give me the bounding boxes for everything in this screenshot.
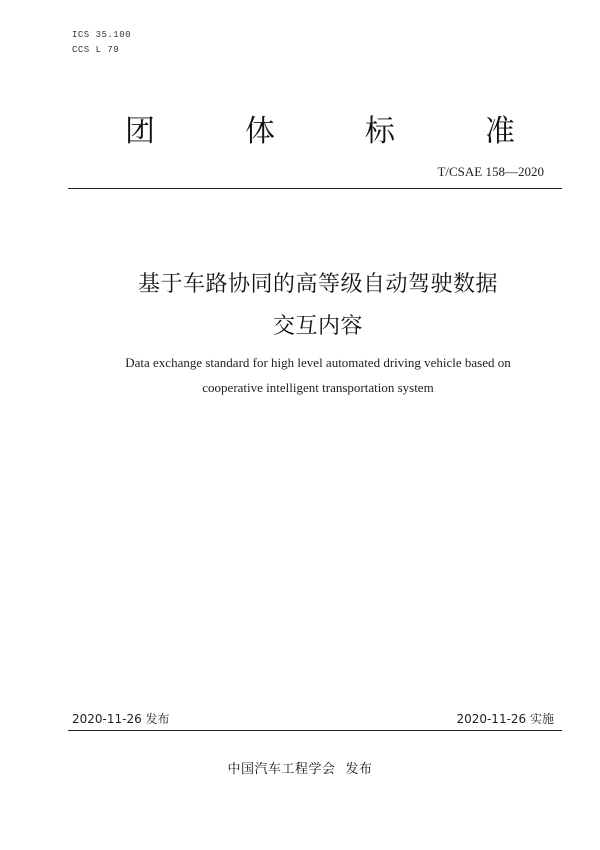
implement-date: 2020-11-26 实施 bbox=[456, 712, 554, 726]
footer-divider bbox=[68, 730, 562, 731]
category-char-2: 体 bbox=[245, 114, 275, 149]
title-english-line-1: Data exchange standard for high level automated driving vehicle based on bbox=[125, 355, 511, 370]
title-chinese-line-1: 基于车路协同的高等级自动驾驶数据 bbox=[137, 272, 498, 297]
standard-category bbox=[90, 106, 550, 150]
header-divider bbox=[68, 188, 562, 189]
ccs-code: CCS L 79 bbox=[72, 45, 120, 55]
standard-number: T/CSAE 158—2020 bbox=[437, 164, 544, 179]
category-char-3: 标 bbox=[365, 114, 395, 149]
publisher-suffix: 发布 bbox=[345, 762, 373, 777]
category-char-1: 团 bbox=[125, 114, 155, 149]
ics-code: ICS 35.100 bbox=[72, 30, 132, 40]
publisher-name: 中国汽车工程学会 bbox=[227, 762, 336, 777]
publish-date: 2020-11-26 发布 bbox=[72, 712, 170, 726]
category-char-4: 准 bbox=[485, 114, 515, 149]
title-english-line-2: cooperative intelligent transportation system bbox=[202, 380, 434, 395]
publisher bbox=[0, 758, 600, 777]
title-chinese-line-2: 交互内容 bbox=[272, 314, 363, 339]
